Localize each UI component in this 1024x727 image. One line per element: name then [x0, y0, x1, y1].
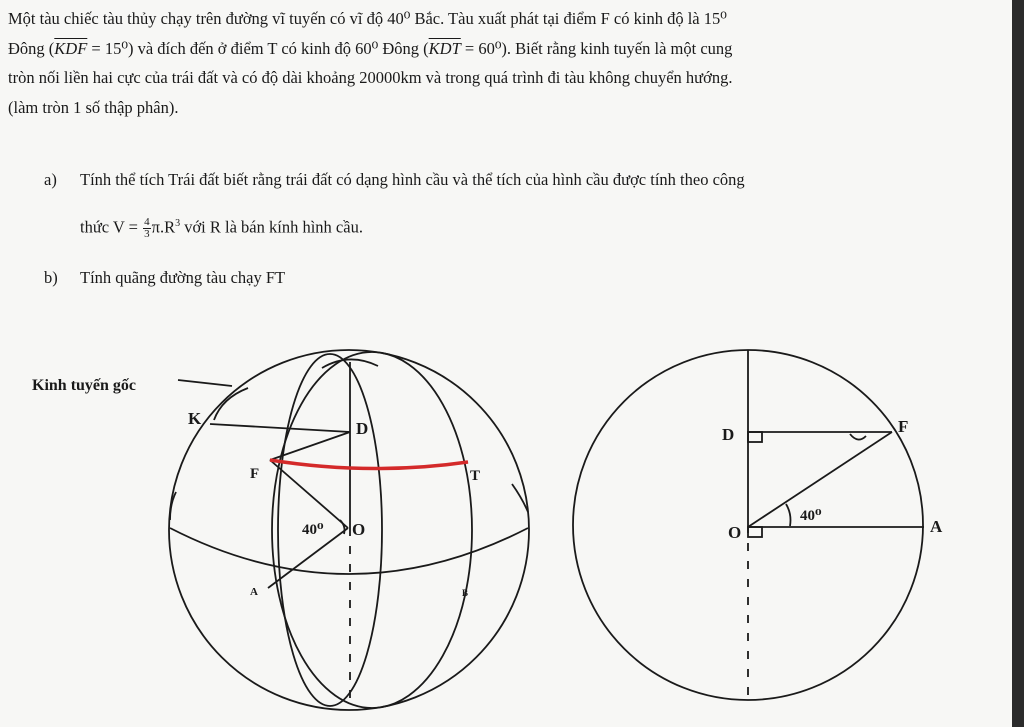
angle-marker-OFD — [850, 434, 866, 440]
fraction-denominator: 3 — [144, 228, 150, 241]
problem-line-3: tròn nối liền hai cực của trái đất và có độ dài khoảng 20000km và trong quá trình đi tàu không chuyển hướng. — [8, 68, 733, 87]
fig1-label-angle: 40⁰ — [302, 522, 324, 538]
right-angle-D — [748, 432, 762, 442]
fig1-label-T: T — [470, 468, 481, 484]
fig1-label-O: O — [352, 520, 366, 539]
segment-KD — [210, 424, 350, 432]
segment-FD — [270, 432, 350, 460]
figure-globe — [169, 350, 529, 710]
meridian-left — [278, 354, 382, 706]
equator — [170, 528, 528, 574]
fig2-label-A: A — [930, 517, 943, 536]
line2-part-a: Đông ( — [8, 38, 55, 58]
fig1-label-K: K — [188, 409, 202, 428]
fig2-label-O: O — [728, 523, 742, 542]
fig1-label-D: D — [356, 419, 369, 438]
formula-suffix: với R là bán kính hình cầu. — [180, 217, 363, 237]
fig1-label-B: B — [462, 588, 469, 598]
formula-exponent: 3 — [175, 218, 181, 229]
line2-part-c: = 60⁰). Biết rằng kinh tuyến là một cung — [460, 38, 733, 58]
segment-FO — [270, 460, 348, 528]
question-a-label: a) — [44, 170, 57, 189]
line2-part-b: = 15⁰) và đích đến ở điểm T có kinh độ 60⁰ Đông ( — [87, 38, 429, 58]
question-a-text: Tính thể tích Trái đất biết rằng trái đất có dạng hình cầu và thể tích của hình cầu được tính theo công — [80, 170, 745, 189]
question-b-text: Tính quãng đường tàu chạy FT — [80, 268, 286, 287]
problem-line-4: (làm tròn 1 số thập phân). — [8, 97, 179, 117]
fig2-label-angle: 40⁰ — [800, 508, 822, 524]
angle-marker-AOF — [786, 504, 791, 526]
figure-cross-section — [573, 350, 924, 700]
kinh-tuyen-pointer — [178, 380, 232, 386]
caption-kinh-tuyen-goc: Kinh tuyến gốc — [32, 377, 137, 394]
fig1-label-A: A — [250, 586, 258, 598]
fraction-numerator: 4 — [144, 216, 150, 229]
arc-kdt: $\overline{KDT}$ — [428, 38, 461, 58]
question-b-label: b) — [44, 268, 58, 287]
right-angle-O — [748, 527, 762, 537]
problem-line-1: Một tàu chiếc tàu thủy chạy trên đường vĩ tuyến có vĩ độ 40⁰ Bắc. Tàu xuất phát tại điểm F có kinh độ là 15⁰ — [8, 9, 727, 28]
formula-pi-r: π.R — [151, 217, 176, 237]
ship-path-FT — [270, 460, 468, 469]
fig1-label-F: F — [250, 466, 260, 482]
formula-prefix: thức V = — [80, 217, 143, 237]
kinh-tuyen-goc-arc — [214, 388, 248, 420]
fig2-label-F: F — [898, 417, 909, 436]
fig2-label-D: D — [722, 425, 735, 444]
arc-kdf: $\overline{KDF}$ — [54, 38, 88, 58]
